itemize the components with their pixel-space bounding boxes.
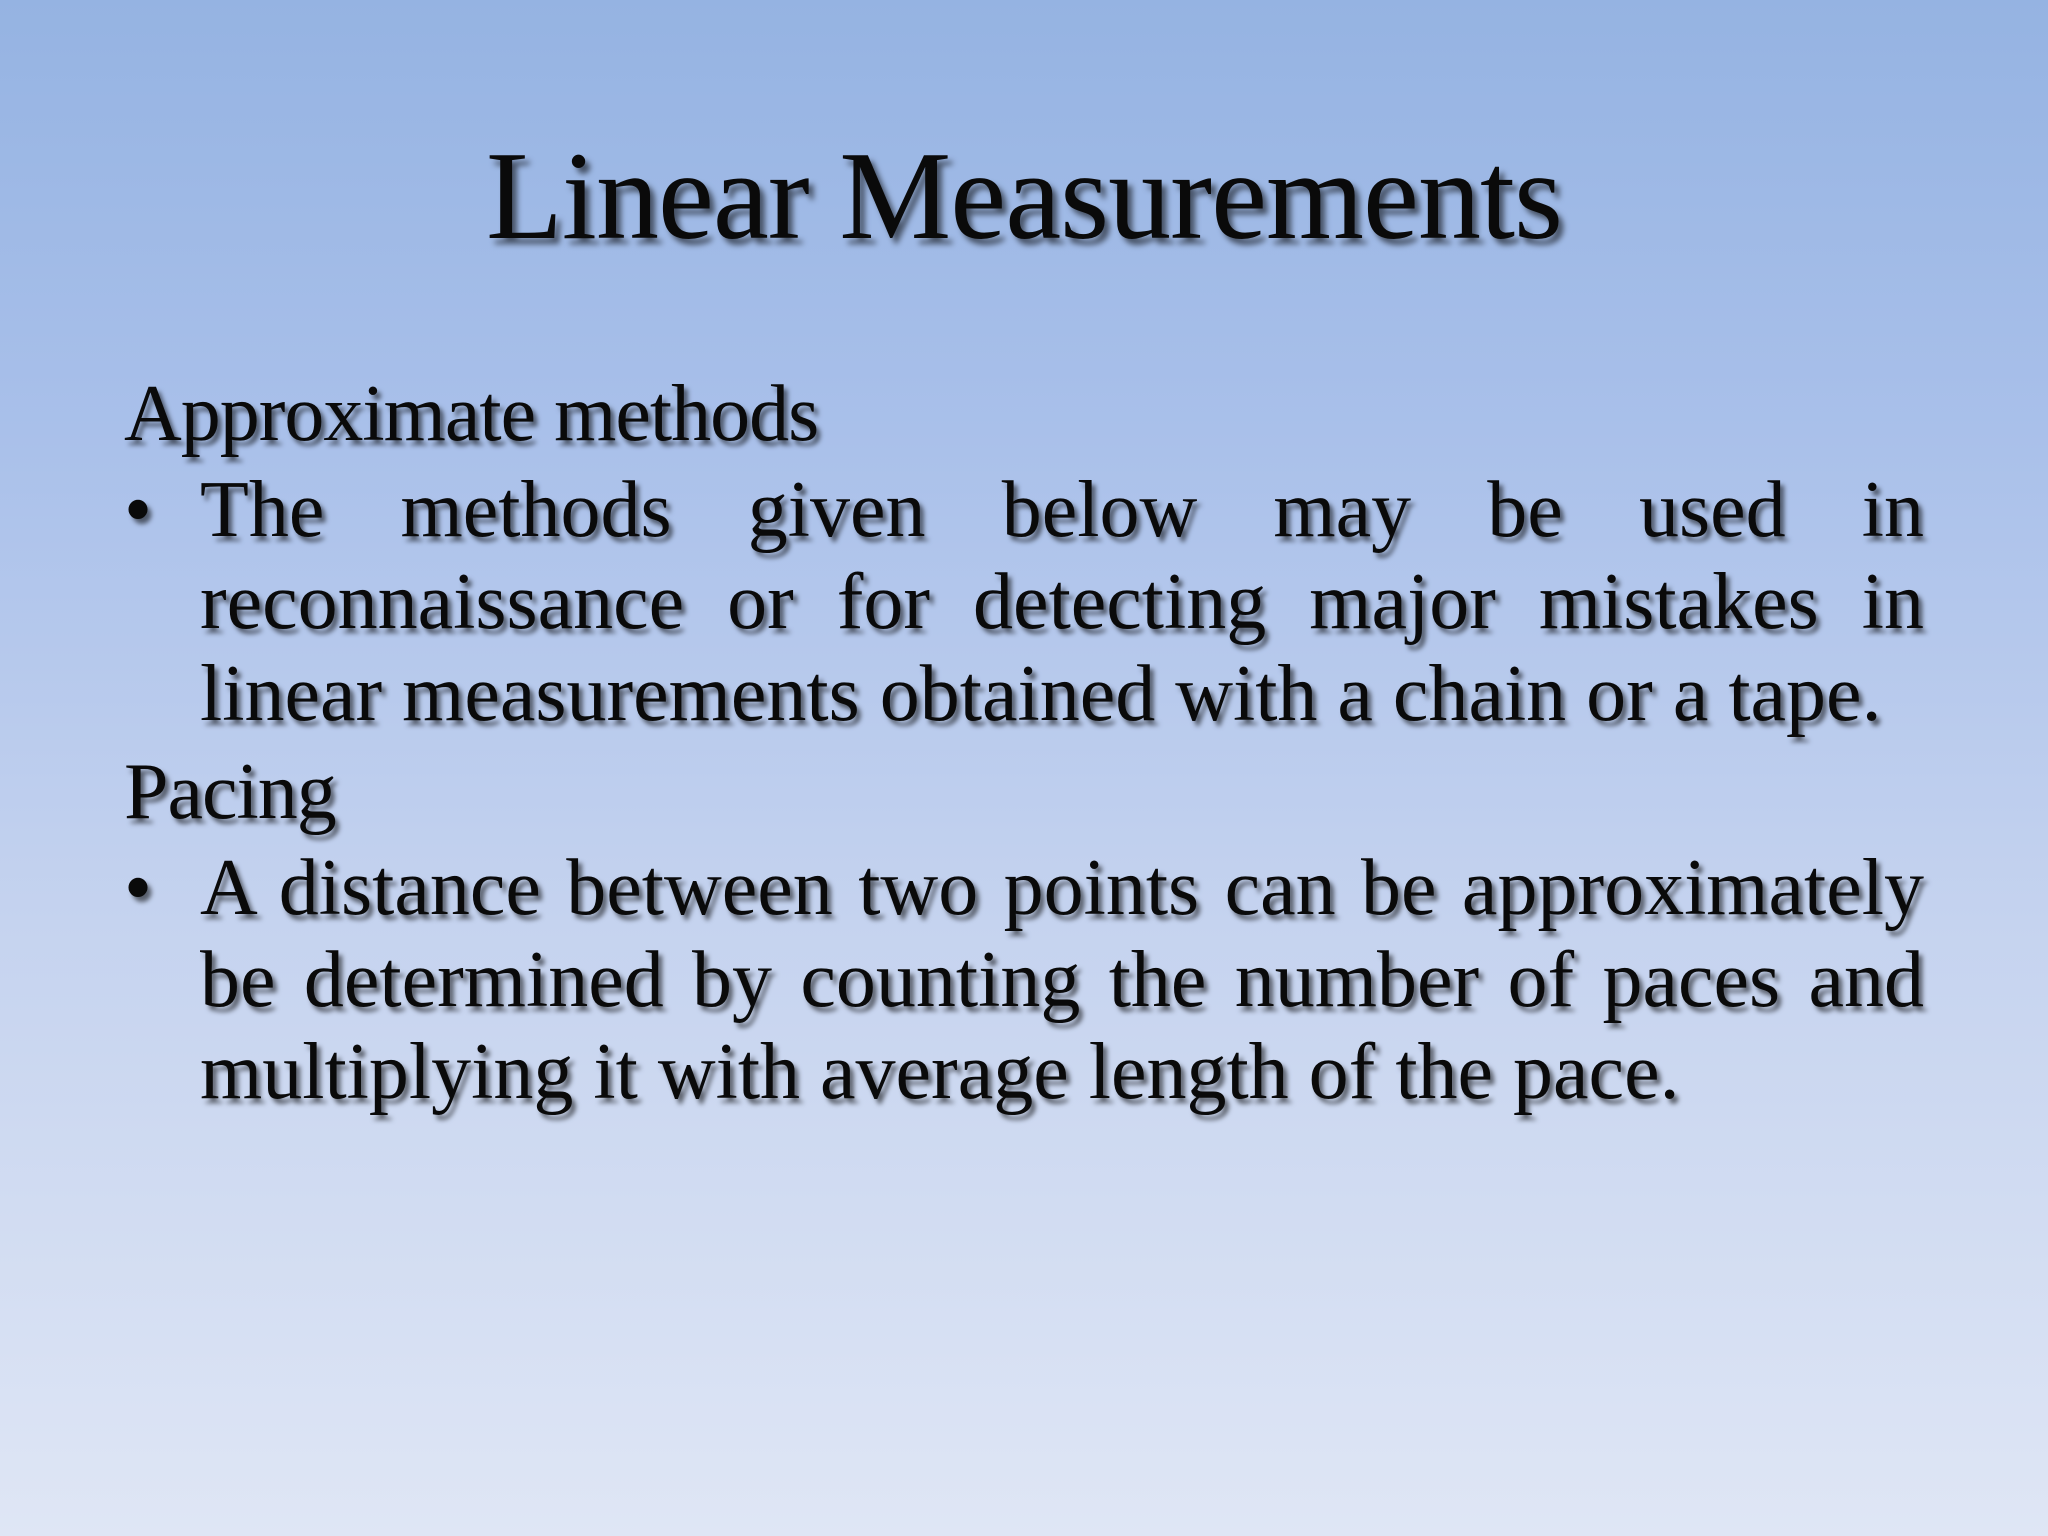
bullet-item [124, 464, 1924, 740]
bullet-item [124, 842, 1924, 1118]
bullet-dot-icon: • [124, 844, 153, 932]
section-heading: Pacing [124, 748, 336, 836]
slide-title: Linear Measurements [485, 127, 1563, 266]
section-pacing [124, 746, 1924, 1118]
section-heading: Approximate methods [124, 370, 819, 458]
slide-content [124, 368, 1924, 1124]
bullet-text: A distance between two points can be approximately be determined by counting the number of paces and multiplying it with average length of the pace. [200, 844, 1924, 1116]
bullet-text: The methods given below may be used in reconnaissance or for detecting major mistakes in linear measurements obtained with a chain or a tape. [200, 466, 1924, 738]
bullet-dot-icon: • [124, 466, 153, 554]
section-approximate-methods [124, 368, 1924, 740]
